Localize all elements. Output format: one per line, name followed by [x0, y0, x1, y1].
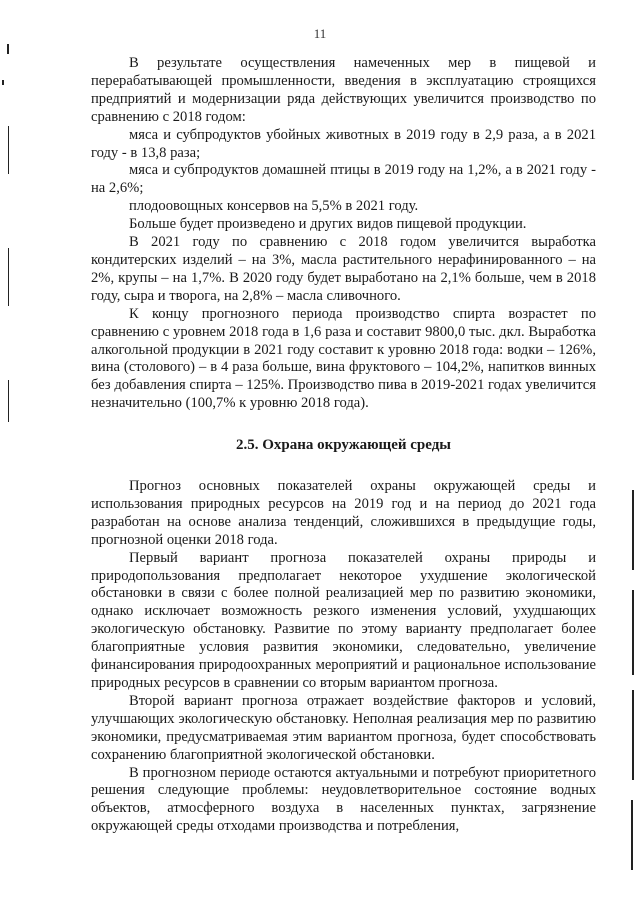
paragraph: В прогнозном периоде остаются актуальными и потребуют приоритетного решения следующие проблемы: неудовлетворительное состояние водных объектов, атмосферного воздуха в населенных пунктах, загрязнение окружающей среды отходами производства и потребления,: [91, 764, 596, 835]
scan-mark: [7, 44, 9, 54]
paragraph: В 2021 году по сравнению с 2018 годом увеличится выработка кондитерских изделий – на 3%, масла растительного нерафинированного – на 2%, крупы – на 1,7%. В 2020 году будет выработано на 2,1% больше, чем в 2018 году, сыра и творога, на 2,8% – масла сливочного.: [91, 234, 596, 304]
document-body: [91, 55, 596, 836]
scan-mark: [632, 490, 634, 570]
scan-mark: [631, 800, 633, 870]
scan-mark: [8, 380, 9, 422]
scan-mark: [8, 126, 9, 174]
paragraph: В результате осуществления намеченных мер в пищевой и перерабатывающей промышленности, введения в эксплуатацию строящихся предприятий и модернизации ряда действующих увеличится производство по сравнению с 2018 годом:: [91, 55, 596, 125]
list-item: мяса и субпродуктов убойных животных в 2019 году в 2,9 раза, а в 2021 году - в 13,8 раза;: [91, 126, 596, 161]
page-number: 11: [313, 26, 327, 41]
paragraph: Прогноз основных показателей охраны окружающей среды и использования природных ресурсов на 2019 год и на период до 2021 года разработан на основе анализа тенденций, сложившихся в предыдущие годы, прогнозной оценки 2018 года.: [91, 478, 596, 548]
paragraph: Первый вариант прогноза показателей охраны природы и природопользования предполагает некоторое ухудшение экологической обстановки в связи с более полной реализацией мер по развитию экономики, однако исключает возможность резкого изменения условий, ухудшающих экологическую обстановку. Развитие по этому варианту предполагает более благоприятные условия развития экономики, следовательно, увеличение финансирования природоохранных мероприятий и рациональное использование природных ресурсов в сравнении со вторым вариантом прогноза.: [91, 549, 596, 691]
scan-mark: [632, 690, 634, 780]
scan-mark: [632, 590, 634, 675]
list-item: плодоовощных консервов на 5,5% в 2021 году.: [129, 198, 419, 215]
paragraph: Больше будет произведено и других видов пищевой продукции.: [129, 216, 527, 233]
paragraph: Второй вариант прогноза отражает воздействие факторов и условий, улучшающих экологическую обстановку. Неполная реализация мер по развитию экономики, предусматриваемая этим вариантом прогноза, будет способствовать сохранению благоприятной экологической обстановки.: [91, 692, 596, 763]
scan-mark: [8, 248, 9, 306]
list-item: мяса и субпродуктов домашней птицы в 2019 году на 1,2%, а в 2021 году - на 2,6%;: [91, 162, 596, 197]
paragraph: К концу прогнозного периода производство спирта возрастет по сравнению с уровнем 2018 года в 1,6 раза и составит 9800,0 тыс. дкл. Выработка алкогольной продукции в 2021 году составит к уровню 2018 года: водки – 126%, вина (столового) – в 4 раза больше, вина фруктового – 104,2%, напитков винных без добавления спирта – 125%. Производство пива в 2019-2021 годах увеличится незначительно (100,7% к уровню 2018 года).: [91, 305, 596, 412]
section-heading: 2.5. Охрана окружающей среды: [235, 437, 452, 454]
scan-mark: [2, 80, 4, 85]
